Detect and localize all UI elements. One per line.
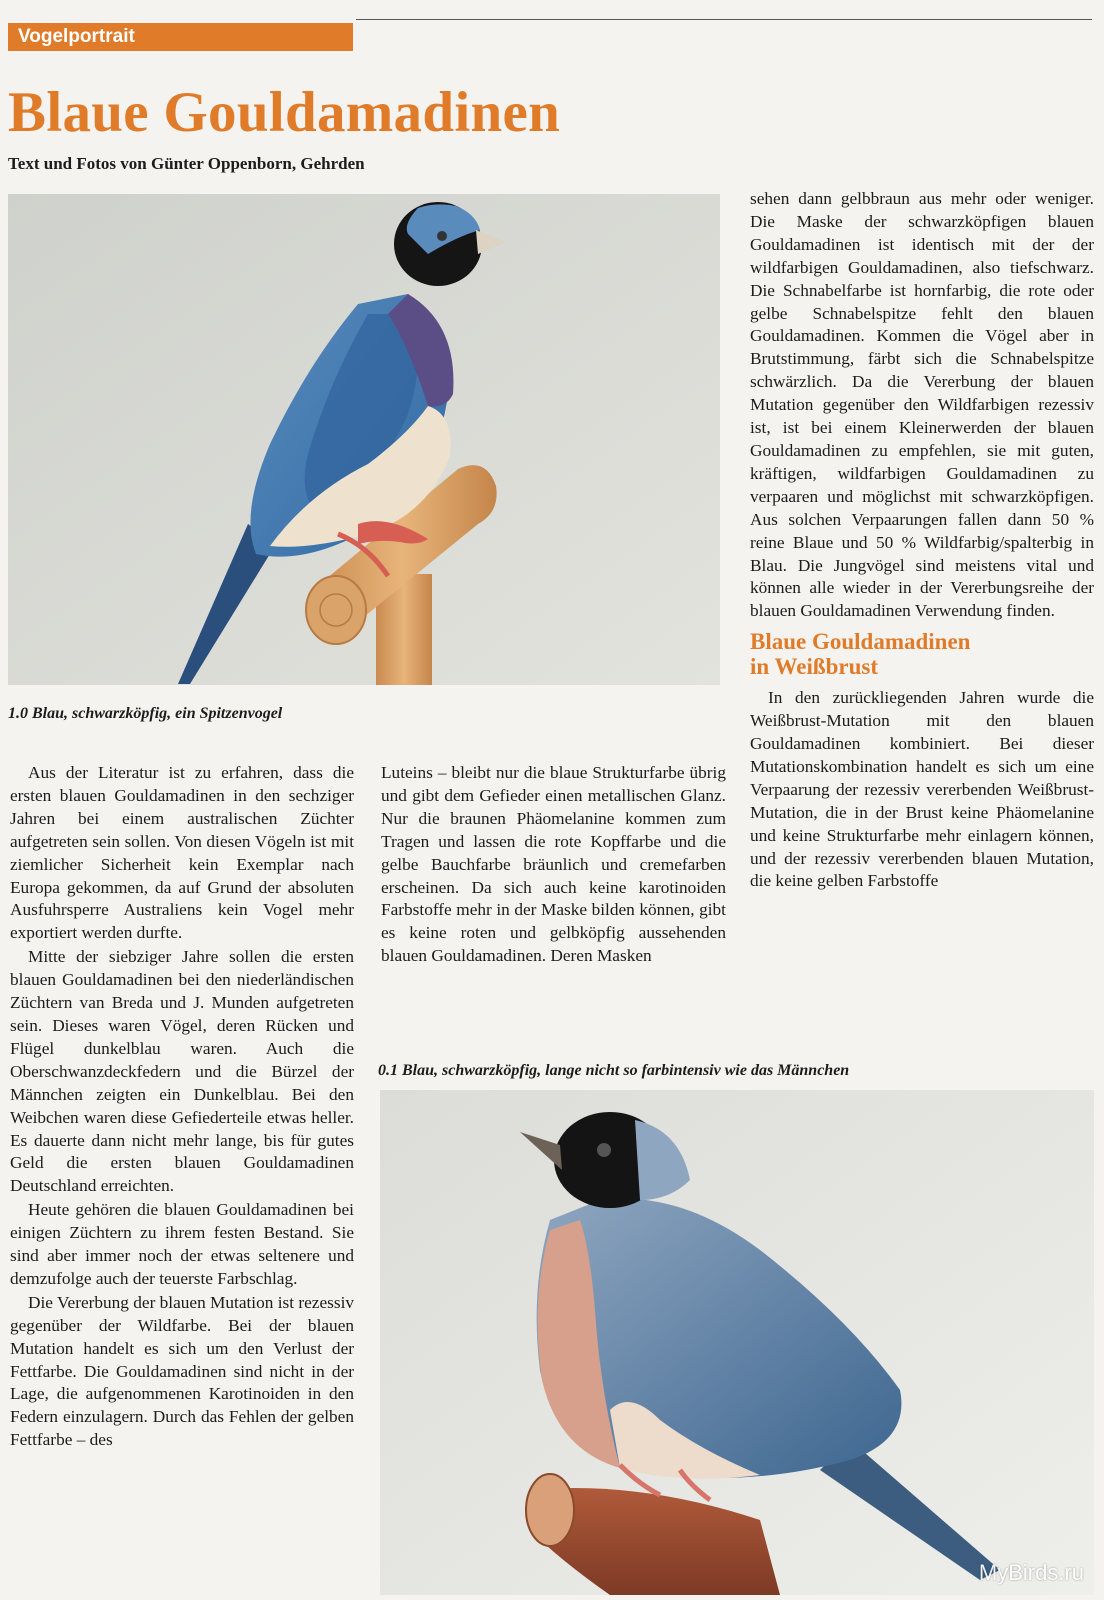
col1-paragraph-2: Mitte der siebziger Jahre sollen die ersten blauen Gouldamadinen bei den niederländischen Züchtern van Breda und J. Munden aufgetreten sein. Dieses waren Vögel, deren Rücken und Flügel dunkelblau waren. Auch die Oberschwanzdeckfedern und die Bürzel der Männchen zeigten ein Dunkelblau. Bei den Weibchen waren diese Gefiederteile etwas heller. Es dauerte dann nicht mehr lange, bis für gutes Geld die ersten blauen Gouldamadinen Deutschland erreichten.	[10, 947, 354, 1196]
col1-paragraph-1: Aus der Literatur ist zu erfahren, dass die ersten blauen Gouldamadinen in den sechziger Jahren bei einem australischen Züchter aufgetreten sein sollen. Von diesen Vögeln ist mit ziemlicher Sicherheit kein Exemplar nach Europa gekommen, da auf Grund der absoluten Ausfuhrsperre Australiens kein Vogel mehr exportiert werden durfte.	[10, 763, 354, 943]
photo-female-caption: 0.1 Blau, schwarzköpfig, lange nicht so farbintensiv wie das Männchen	[378, 1062, 850, 1079]
watermark-logo: MyBirds.ru	[978, 1560, 1084, 1585]
col2-paragraph-1: Luteins – bleibt nur die blaue Strukturfarbe übrig und gibt dem Gefieder einen metallischen Glanz. Nur die braunen Phäomelanine kommen zum Tragen und lassen die rote Kopffarbe und die gelbe Bauchfarbe bräunlich und cremefarben erscheinen. Da sich auch keine karotinoiden Farbstoffe mehr in der Maske bilden können, gibt es keine roten und gelbköpfig aussehenden blauen Gouldamadinen. Deren Masken	[381, 763, 726, 966]
section-tag: Vogelportrait	[8, 23, 353, 51]
photo-male-bird	[8, 194, 720, 685]
col1-paragraph-4: Die Vererbung der blauen Mutation ist rezessiv gegenüber der Wildfarbe. Bei der blauen Mutation handelt es sich um den Verlust der Fettfarbe. Die Gouldamadinen sind nicht in der Lage, die aufgenommenen Karotinoiden in den Federn einzulagern. Durch das Fehlen der gelben Fettfarbe – des	[10, 1292, 355, 1450]
col3-paragraph-1: sehen dann gelbbraun aus mehr oder weniger. Die Maske der schwarzköpfigen blauen Gouldamadinen ist identisch mit der der wildfarbigen Gouldamadinen, also tiefschwarz. Die Schnabelfarbe ist hornfarbig, die rote oder gelbe Schnabelspitze fehlt den blauen Gouldamadinen. Kommen die Vögel aber in Brutstimmung, färbt sich die Schnabelspitze schwärzlich. Da die Vererbung der blauen Mutation gegenüber den Wildfarbigen rezessiv ist, ist bei einem Kleinerwerden der blauen Gouldamadinen zu empfehlen, sie mit guten, kräftigen, wildfarbigen Gouldamadinen zu verpaaren und möglichst mit schwarzköpfigen. Aus solchen Verpaarungen fallen dann 50 % reine Blaue und 50 % Wildfarbig/spalterbig in Blau. Die Jungvögel sind meistens vital und können alle wieder in der Vererbungsreihe der blauen Gouldamadinen Verwendung finden.	[750, 189, 1094, 621]
col1-paragraph-3: Heute gehören die blauen Gouldamadinen bei einigen Züchtern zu ihrem festen Bestand. Sie sind aber immer noch der etwas seltenere und demzufolge auch der teuerste Farbschlag.	[10, 1200, 354, 1288]
subheading-line-1: Blaue Gouldamadinen	[750, 629, 971, 655]
subheading-weissbrust	[750, 629, 1094, 679]
byline: Text und Fotos von Günter Oppenborn, Gehrden	[8, 154, 365, 173]
top-rule	[356, 19, 1092, 20]
col3-paragraph-2: In den zurückliegenden Jahren wurde die Weißbrust-Mutation mit den blauen Gouldamadinen kombiniert. Bei dieser Mutationskombination handelt es sich um eine Verpaarung der rezessiv vererbenden Weißbrust-Mutation, die in der Brust keine Phäomelanine und keine Strukturfarbe mehr einlagern können, und der rezessiv vererbenden blauen Mutation, die keine gelben Farbstoffe	[750, 688, 1094, 891]
article-title: Blaue Gouldamadinen	[8, 81, 561, 144]
photo-female-bird-image	[380, 1090, 1094, 1595]
subheading-line-2: in Weißbrust	[750, 654, 879, 680]
photo-female-bird	[380, 1090, 1094, 1595]
text-column-3	[750, 188, 1094, 893]
text-column-1	[10, 762, 354, 1452]
text-column-2	[381, 762, 726, 968]
photo-male-caption: 1.0 Blau, schwarzköpfig, ein Spitzenvogel	[8, 705, 283, 722]
photo-male-bird-image	[8, 194, 720, 685]
